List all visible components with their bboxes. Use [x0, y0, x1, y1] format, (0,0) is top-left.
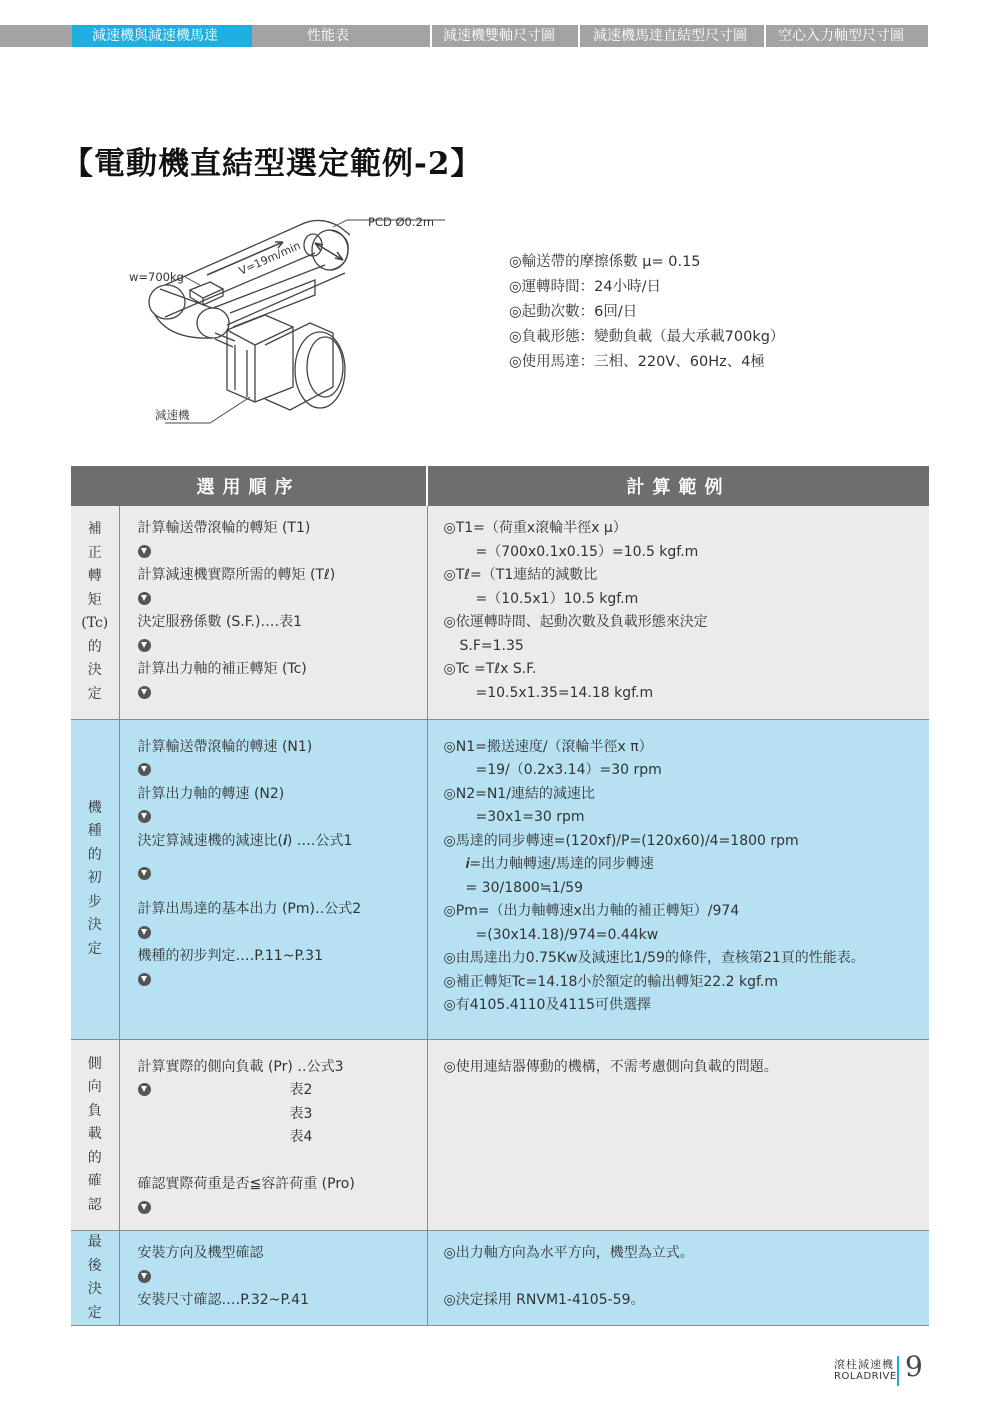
calc-item: ◎N1=搬送速度/（滾輪半徑x π） [443, 738, 653, 755]
step-item: 計算出力軸的補正轉矩 (Tc) [137, 661, 307, 677]
calc-item: =19/（0.2x3.14）=30 rpm [475, 762, 662, 778]
nav-tab-hollow-shaft[interactable]: 空心入力軸型尺寸圖 [778, 28, 904, 44]
step-item: 確認實際荷重是否≦容許荷重 (Pro) [137, 1176, 355, 1192]
section-label: 側 向 負 載 的 確 認 [71, 1039, 119, 1231]
calc-item: =（700x0.1x0.15）=10.5 kgf.m [475, 543, 699, 560]
page-title: 【電動機直結型選定範例-2】 [62, 146, 483, 182]
footer-brand-en: ROLADRIVE [834, 1371, 897, 1382]
calc-item: ◎出力軸方向為水平方向，機型為立式。 [443, 1245, 694, 1261]
arrow-down-icon [138, 1201, 151, 1214]
nav-separator [430, 25, 432, 47]
step-item: 機種的初步判定‥‥P.11~P.31 [137, 948, 323, 964]
arrow-down-icon [138, 926, 151, 939]
arrow-down-icon [138, 1270, 151, 1283]
step-item: 安裝尺寸確認‥‥P.32~P.41 [137, 1292, 309, 1308]
calc-item: =(30x14.18)/974=0.44kw [475, 926, 659, 943]
step-item: 計算輸送帶滾輪的轉速 (N1) [137, 738, 313, 755]
calc-item: ◎依運轉時間、起動次數及負載形態來決定 [443, 614, 708, 630]
speed-label: V=19m/min [236, 239, 303, 278]
section-label: 機 種 的 初 步 決 定 [71, 719, 119, 1039]
header-steps: 選用順序 [71, 466, 427, 506]
footer-divider [897, 1356, 899, 1386]
calc-item: ◎N2=N1/連結的減速比 [443, 785, 595, 802]
step-item: 計算出馬達的基本出力 (Pm)‥公式2 [137, 901, 362, 917]
nav-tab-performance[interactable]: 性能表 [307, 28, 349, 44]
calc-item: = 30/1800≒1/59 [465, 879, 584, 896]
calc-item: ◎使用連結器傳動的機構，不需考慮側向負載的問題。 [443, 1058, 778, 1075]
nav-tab-direct-motor[interactable]: 減速機馬達直結型尺寸圖 [593, 28, 747, 44]
calc-item: 𝒊=出力軸轉速/馬達的同步轉速 [465, 856, 654, 872]
step-item: 表4 [289, 1129, 313, 1145]
arrow-down-icon [138, 686, 151, 699]
arrow-down-icon [138, 763, 151, 776]
arrow-down-icon [138, 973, 151, 986]
section-side-load [71, 1039, 929, 1231]
nav-separator [578, 25, 580, 47]
arrow-down-icon [138, 867, 151, 880]
conveyor-diagram [115, 205, 465, 435]
calc-cell [427, 719, 929, 1039]
step-item: 決定服務係數 (S.F.)‥‥表1 [137, 614, 303, 630]
steps-cell [119, 1231, 427, 1326]
steps-cell [119, 719, 427, 1039]
header-calc: 計算範例 [427, 466, 929, 506]
calc-item: ◎Pm=（出力軸轉速x出力軸的補正轉矩）/974 [443, 903, 740, 919]
arrow-down-icon [138, 1083, 151, 1096]
calc-item: ◎有4105.4110及4115可供選擇 [443, 997, 652, 1013]
step-item: 計算出力軸的轉速 (N2) [137, 785, 285, 802]
calc-item: =（10.5x1）10.5 kgf.m [475, 590, 639, 607]
calc-item: ◎由馬達出力0.75Kw及減速比1/59的條件，查核第21頁的性能表。 [443, 950, 865, 966]
steps-cell [119, 506, 427, 719]
top-nav-bar [0, 25, 928, 47]
arrow-down-icon [138, 639, 151, 652]
condition-motor: ◎使用馬達：三相、220V、60Hz、4極 [509, 354, 765, 370]
calc-item: ◎補正轉矩Tc=14.18小於額定的輸出轉矩22.2 kgf.m [443, 973, 779, 990]
footer-brand-zh: 滾柱減速機 [834, 1358, 894, 1371]
nav-separator [764, 25, 766, 47]
table-header-row [71, 466, 929, 506]
condition-starts: ◎起動次數：6回/日 [509, 304, 638, 320]
calc-cell [427, 506, 929, 719]
calc-cell [427, 1231, 929, 1326]
reducer-label: 減速機 [155, 408, 190, 422]
conditions-list [509, 250, 784, 375]
calc-cell [427, 1039, 929, 1231]
weight-label: w=700kg [129, 270, 184, 284]
calc-item: ◎Tℓ=（T1連結的減數比 [443, 567, 598, 583]
step-item: 計算減速機實際所需的轉矩 (Tℓ) [137, 567, 336, 583]
section-final [71, 1231, 929, 1326]
step-item: 表3 [289, 1105, 313, 1122]
condition-friction: ◎輸送帶的摩擦係數 μ= 0.15 [509, 254, 701, 270]
section-label: 補 正 轉 矩 (Tc) 的 決 定 [71, 506, 119, 719]
step-item: 表2 [289, 1082, 313, 1098]
calc-item: =30x1=30 rpm [475, 809, 585, 825]
calc-item: ◎Tc =Tℓx S.F. [443, 661, 537, 677]
footer-brand [834, 1358, 897, 1383]
condition-load-type: ◎負載形態：變動負載（最大承載700kg） [509, 329, 785, 345]
selection-table [71, 466, 929, 1326]
calc-item: S.F=1.35 [459, 637, 524, 654]
calc-item: ◎T1=（荷重x滾輪半徑x μ） [443, 520, 627, 536]
calc-item: ◎決定採用 RNVM1-4105-59。 [443, 1292, 645, 1308]
step-item: 計算輸送帶滾輪的轉矩 (T1) [137, 520, 311, 536]
condition-run-time: ◎運轉時間：24小時/日 [509, 279, 661, 295]
section-torque [71, 506, 929, 719]
steps-cell [119, 1039, 427, 1231]
step-item: 決定算減速機的減速比(𝒊) ‥‥公式1 [137, 832, 353, 849]
arrow-down-icon [138, 592, 151, 605]
calc-item: =10.5x1.35=14.18 kgf.m [475, 684, 654, 701]
step-item: 計算實際的側向負載 (Pr) ‥公式3 [137, 1058, 344, 1075]
arrow-down-icon [138, 545, 151, 558]
nav-tab-dual-shaft[interactable]: 減速機雙軸尺寸圖 [443, 28, 555, 44]
page-number: 9 [905, 1350, 923, 1383]
nav-tab-reducers[interactable]: 減速機與減速機馬達 [72, 25, 252, 47]
step-item: 安裝方向及機型確認 [137, 1245, 264, 1261]
section-label: 最 後 決 定 [71, 1231, 119, 1326]
section-model [71, 719, 929, 1039]
arrow-down-icon [138, 810, 151, 823]
calc-item: ◎馬達的同步轉速=(120xf)/P=(120x60)/4=1800 rpm [443, 832, 799, 849]
pcd-label: PCD Ø0.2m [368, 215, 435, 229]
